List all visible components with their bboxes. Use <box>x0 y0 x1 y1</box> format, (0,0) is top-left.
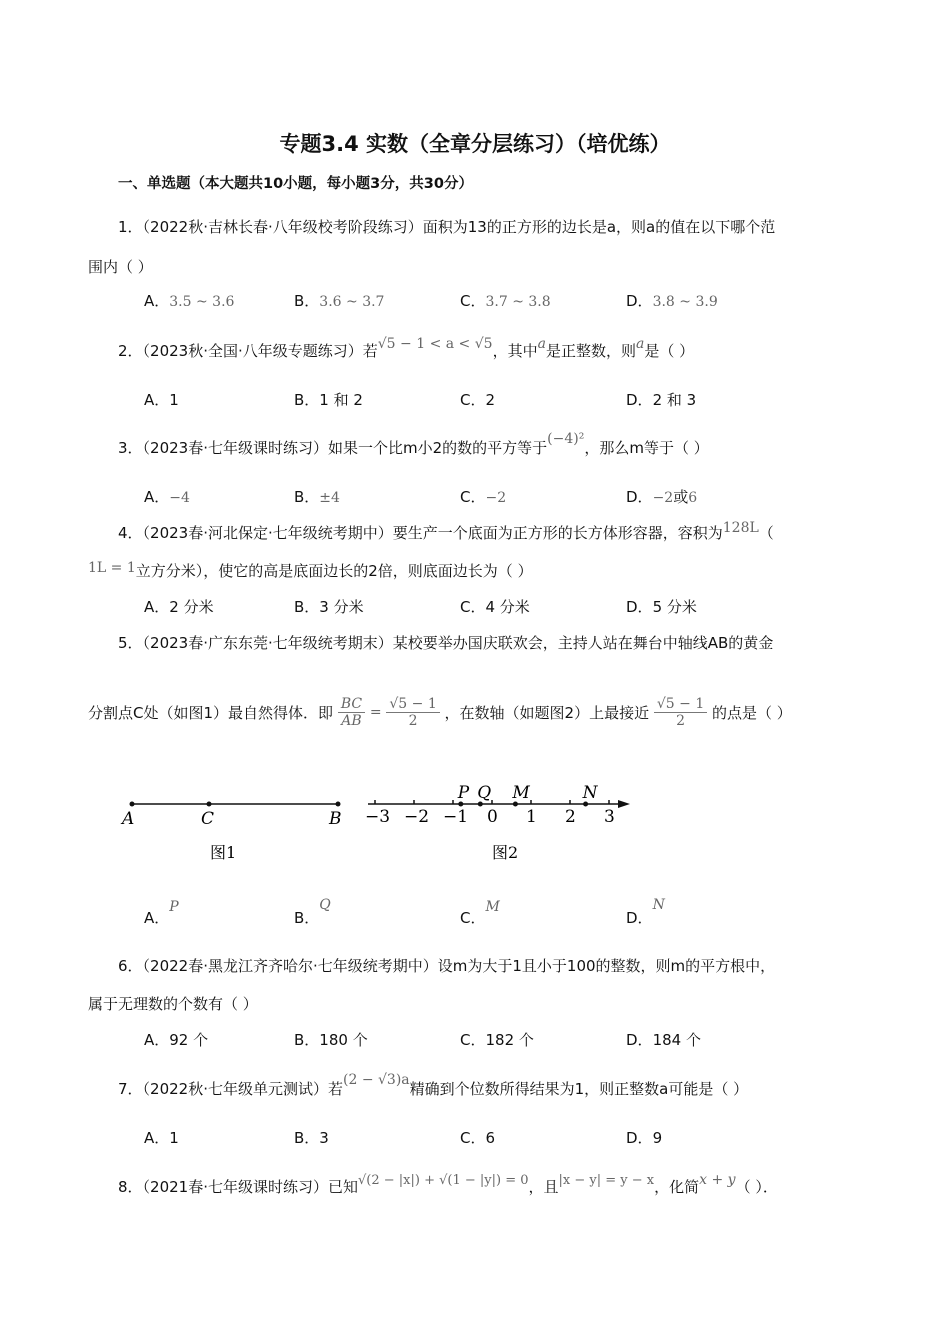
fig1-label-c: C <box>201 809 215 829</box>
q3-option-a[interactable]: A．−4 <box>144 488 190 506</box>
fig2-tick-label: 1 <box>526 807 537 827</box>
q7-option-a[interactable]: A．1 <box>144 1129 179 1147</box>
question-1-line-2: 围内（ ） <box>88 258 153 276</box>
q2-option-a[interactable]: A．1 <box>144 391 179 409</box>
q4-unit: 1L = 1 <box>88 560 136 576</box>
question-5-line-2: 分割点C处（如图1）最自然得体．即 $\frac{BC}{AB}$ = $\frac{√5 - 1}{2}$ ，在数轴（如题图2）上最接近 $\frac{√5 - 1}{2}$ 的点是（ ） <box>88 696 792 729</box>
q4-option-a[interactable]: A．2 分米 <box>144 598 214 616</box>
fig1-caption: 图1 <box>210 843 237 862</box>
question-2-line-1: 2．（2023秋·全国·八年级专题练习）若√5 − 1 < a < √5，其中a是正整数，则a是（ ） <box>118 336 695 360</box>
section-heading: 一、单选题（本大题共10小题，每小题3分，共30分） <box>118 176 473 192</box>
fig2-tick-label: −1 <box>443 807 469 827</box>
q6-option-c[interactable]: C．182 个 <box>460 1031 534 1049</box>
fraction-golden: $\frac{√5 - 1}{2}$ <box>386 696 439 729</box>
fig2-tick-label: −3 <box>365 807 391 827</box>
fig1-label-a: A <box>122 809 135 829</box>
question-1-line-1 <box>118 216 775 237</box>
question-6-line-1: 6．（2022春·黑龙江齐齐哈尔·七年级统考期中）设m为大于1且小于100的整数，则m的平方根中， <box>118 957 776 975</box>
q6-option-b[interactable]: B．180 个 <box>294 1031 368 1049</box>
q7-expression: (2 − √3)a <box>343 1072 410 1088</box>
question-7-line-1: 7．（2022秋·七年级单元测试）若(2 − √3)a精确到个位数所得结果为1，则正整数a可能是（ ） <box>118 1072 749 1098</box>
fig1-label-b: B <box>329 809 342 829</box>
q5-option-a[interactable]: A．P <box>144 899 179 927</box>
q3-option-c[interactable]: C．−2 <box>460 488 507 506</box>
fraction-golden-2: $\frac{√5 - 1}{2}$ <box>654 696 707 729</box>
q2-option-b[interactable]: B．1 和 2 <box>294 391 363 409</box>
q1-option-c[interactable]: C．3.7 ~ 3.8 <box>460 292 551 310</box>
fig2-caption: 图2 <box>492 843 519 862</box>
q1-option-a[interactable]: A．3.5 ~ 3.6 <box>144 292 235 310</box>
q4-option-c[interactable]: C．4 分米 <box>460 598 530 616</box>
question-text: （2022秋·吉林长春·八年级校考阶段练习）面积为13的正方形的边长是a，则a的值在以下哪个范 <box>142 218 776 236</box>
q1-option-b[interactable]: B．3.6 ~ 3.7 <box>294 292 385 310</box>
q5-option-c[interactable]: C．M <box>460 899 500 927</box>
question-6-line-2: 属于无理数的个数有（ ） <box>88 995 258 1013</box>
q3-option-b[interactable]: B．±4 <box>294 488 340 506</box>
q2-option-d[interactable]: D．2 和 3 <box>626 391 697 409</box>
question-8-line-1: 8．（2021春·七年级课时练习）已知√(2 − |x|) + √(1 − |y|) = 0，且|x − y| = y − x，化简x + y（ ）． <box>118 1172 778 1196</box>
fig2-tick-label: −2 <box>404 807 430 827</box>
q4-volume: 128L <box>722 520 759 536</box>
fig2-label-p: P <box>457 783 470 803</box>
fig1-point-c <box>207 802 212 807</box>
q8-equation: √(2 − |x|) + √(1 − |y|) = 0 <box>358 1173 529 1188</box>
q6-option-d[interactable]: D．184 个 <box>626 1031 701 1049</box>
q7-option-b[interactable]: B．3 <box>294 1129 329 1147</box>
q2-option-c[interactable]: C．2 <box>460 391 496 409</box>
q2-inequality: √5 − 1 < a < √5 <box>377 336 493 352</box>
question-4-line-2: 1L = 1立方分米），使它的高是底面边长的2倍，则底面边长为（ ） <box>88 560 533 580</box>
q4-option-d[interactable]: D．5 分米 <box>626 598 697 616</box>
q6-option-a[interactable]: A．92 个 <box>144 1031 209 1049</box>
q7-option-c[interactable]: C．6 <box>460 1129 496 1147</box>
q4-option-b[interactable]: B．3 分米 <box>294 598 364 616</box>
q1-option-d[interactable]: D．3.8 ~ 3.9 <box>626 292 718 310</box>
q3-option-d[interactable]: D．−2或6 <box>626 488 698 506</box>
question-4-line-1: 4．（2023春·河北保定·七年级统考期中）要生产一个底面为正方形的长方体形容器，容积为128L（ <box>118 520 774 542</box>
q5-figures <box>110 776 650 876</box>
fig1-point-a <box>130 802 135 807</box>
q3-power: (−4)² <box>547 431 585 447</box>
fig2-tick-label: 0 <box>487 807 498 827</box>
question-3-line-1: 3．（2023春·七年级课时练习）如果一个比m小2的数的平方等于(−4)²，那么m等于（ ） <box>118 431 709 457</box>
fraction-bc-ab: $\frac{BC}{AB}$ <box>338 696 365 729</box>
q8-target: x + y <box>699 1172 736 1188</box>
fig2-number-line <box>365 783 630 827</box>
fig2-tick-label: 3 <box>604 807 615 827</box>
fig2-arrow <box>618 800 630 808</box>
q7-option-d[interactable]: D．9 <box>626 1129 663 1147</box>
fig1-point-b <box>336 802 341 807</box>
page-title: 专题3.4 实数（全章分层练习）（培优练） <box>279 132 671 156</box>
fig2-tick-label: 2 <box>565 807 576 827</box>
fig2-label-q: Q <box>477 783 492 803</box>
q5-option-b[interactable]: B．Q <box>294 897 331 927</box>
question-5-line-1: 5．（2023春·广东东莞·七年级统考期末）某校要举办国庆联欢会，主持人站在舞台中轴线AB的黄金 <box>118 634 774 652</box>
fig2-label-m: M <box>512 783 530 803</box>
fig2-label-n: N <box>582 783 598 803</box>
question-number: 1． <box>118 218 143 236</box>
q8-condition: |x − y| = y − x <box>558 1173 655 1188</box>
q5-option-d[interactable]: D．N <box>626 897 665 927</box>
